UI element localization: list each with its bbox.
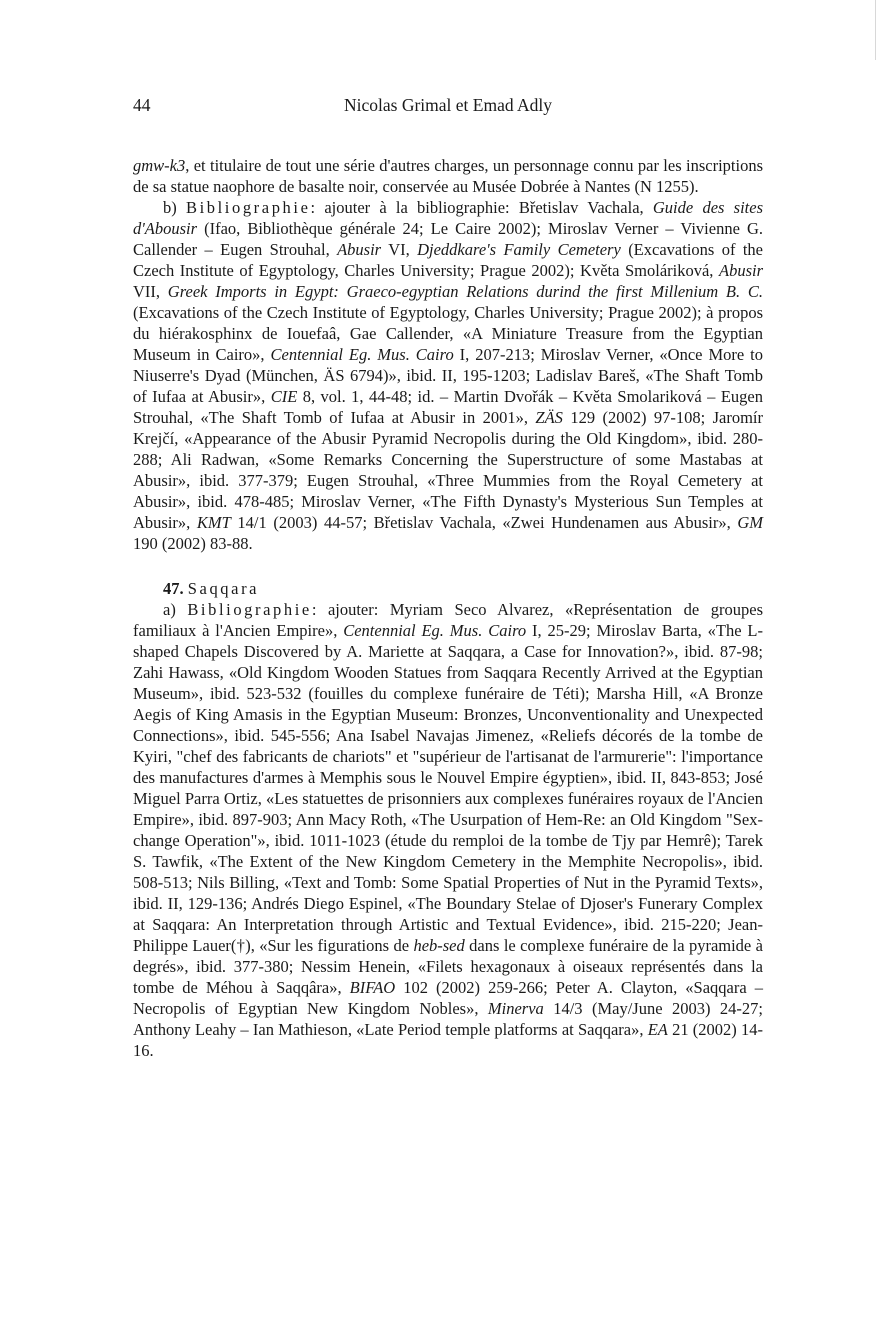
bibliography-b-paragraph: b) Bibliographie: ajouter à la bibliographie: Břetislav Vachala, Guide des sites d'Abousir (Ifao, Bibliothèque générale 24; Le Caire 2002); Miroslav Verner – Vivienne G. Callender – Eugen Strouhal, Abusir VI, Djeddkare's Family Cemetery (Excavations of the Czech Institute of Egyptology, Charles University; Prague 2002); Květa Smoláriková, Abusir VII, Greek Imports in Egypt: Graeco-egyptian Relations durind the first Millenium B. C. (Excavations of the Czech Institute of Egyptology, Charles University; Prague 2002); à propos du hiérakosphinx de Iouefaâ, Gae Callender, «A Miniature Treasure from the Egyptian Museum in Cairo», Centennial Eg. Mus. Cairo I, 207-213; Miroslav Verner, «Once More to Niuserre's Dyad (München, ÄS 6794)», ibid. II, 195-1203; Ladislav Bareš, «The Shaft Tomb of Iufaa at Abusir», CIE 8, vol. 1, 44-48; id. – Martin Dvořák – Květa Smolariková – Eugen Strouhal, «The Shaft Tomb of Iufaa at Abusir in 2001», ZÄS 129 (2002) 97-108; Jaromír Krejčí, «Appearance of the Abusir Pyramid Necropolis during the Old Kingdom», ibid. 280-288; Ali Radwan, «Some Remarks Concerning the Superstructure of some Mastabas at Abusir», ibid. 377-379; Eugen Strouhal, «Three Mummies from the Royal Cemetery at Abusir», ibid. 478-485; Miroslav Verner, «The Fifth Dynasty's Mysterious Sun Temples at Abusir», KMT 14/1 (2003) 44-57; Břetislav Vachala, «Zwei Hundenamen aus Abusir», GM 190 (2002) 83-88. xyxy=(133,198,764,553)
page-body xyxy=(133,155,763,1061)
section-number: 47. xyxy=(163,579,184,598)
section-heading-saqqara xyxy=(133,578,763,599)
page xyxy=(133,95,763,1061)
section-label: Bibliographie xyxy=(185,198,311,217)
page-header xyxy=(133,95,763,119)
bibliography-a-paragraph: a) Bibliographie: ajouter: Myriam Seco Alvarez, «Représentation de groupes familiaux à l'Ancien Empire», Centennial Eg. Mus. Cairo I, 25-29; Miroslav Barta, «The L-shaped Chapels Discovered by A. Mariette at Saqqara, a Case for Innovation?», ibid. 87-98; Zahi Hawass, «Old Kingdom Wooden Statues from Saqqara Recently Arrived at the Egyptian Museum», ibid. 523-532 (fouilles du complexe funéraire de Téti); Marsha Hill, «A Bronze Aegis of King Amasis in the Egyptian Museum: Bronzes, Unconventionality and Unexpected Connections», ibid. 545-556; Ana Isabel Navajas Jimenez, «Reliefs décorés de la tombe de Kyiri, "chef des fabricants de chariots" et "supérieur de l'artisanat de l'armurerie": l'importance des manufactures d'armes à Memphis sous le Nouvel Empire égyptien», ibid. II, 843-853; José Miguel Parra Ortiz, «Les statuettes de prisonniers aux complexes funéraires royaux de l'Ancien Empire», ibid. 897-903; Ann Macy Roth, «The Usurpation of Hem-Re: an Old Kingdom "Sex-change Operation"», ibid. 1011-1023 (étude du remploi de la tombe de Tjy par Hemrê); Tarek S. Tawfik, «The Extent of the New Kingdom Cemetery in the Memphite Necropolis», ibid. 508-513; Nils Billing, «Text and Tomb: Some Spatial Properties of Nut in the Pyramid Texts», ibid. II, 129-136; Andrés Diego Espinel, «The Boundary Stelae of Djoser's Funerary Complex at Saqqara: An Interpretation through Artistic and Textual Evidence», ibid. 215-220; Jean-Philippe Lauer(†), «Sur les figurations de heb-sed dans le complexe funéraire de la pyramide à degrés», ibid. 377-380; Nessim Henein, «Filets hexagonaux à oiseaux représentés dans la tombe de Méhou à Saqqâra», BIFAO 102 (2002) 259-266; Peter A. Clayton, «Saqqara – Necropolis of Egyptian New Kingdom Nobles», Minerva 14/3 (May/June 2003) 24-27; Anthony Leahy – Ian Mathieson, «Late Period temple platforms at Saqqara», EA 21 (2002) 14-16. xyxy=(133,600,763,1060)
page-number: 44 xyxy=(133,95,151,115)
intro-paragraph: gmw-k3, et titulaire de tout une série d'autres charges, un personnage connu par les inscriptions de sa statue naophore de basalte noir, conservée au Musée Dobrée à Nantes (N 1255). xyxy=(133,156,763,196)
section-title: Saqqara xyxy=(187,579,260,598)
page-edge-line xyxy=(875,0,876,60)
section-label: Bibliographie xyxy=(187,600,312,619)
running-head: Nicolas Grimal et Emad Adly xyxy=(343,95,552,115)
